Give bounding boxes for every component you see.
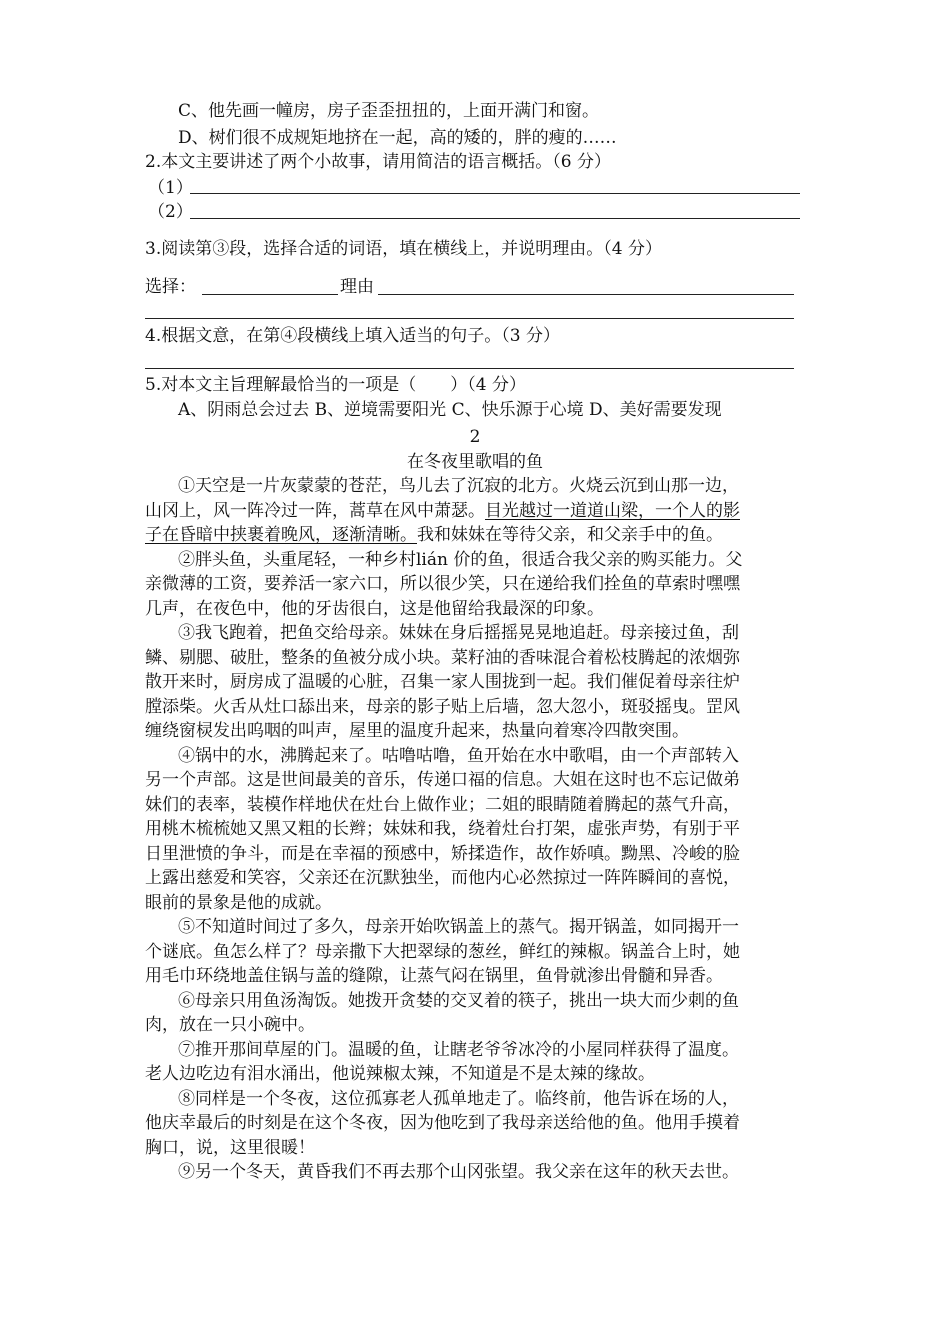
- p1-line-2-plain: 山冈上，风一阵冷过一阵，蒿草在风中萧瑟。: [145, 501, 485, 521]
- p2-line-2: 亲微薄的工资，要养活一家六口，所以很少笑，只在递给我们拴鱼的草索时嘿嘿: [145, 574, 740, 594]
- p4-line-5: 日里泄愤的争斗，而是在幸福的预感中，矫揉造作，故作娇嗔。黝黑、冷峻的脸: [145, 844, 740, 864]
- p4-line-4: 用桃木梳梳她又黑又粗的长辫；妹妹和我，绕着灶台打架，虚张声势，有别于平: [145, 819, 740, 839]
- q3-prompt: 3.阅读第③段，选择合适的词语，填在横线上，并说明理由。（4 分）: [145, 239, 662, 259]
- q3-choose-blank[interactable]: [202, 294, 338, 295]
- q2-blank1-label: （1）: [148, 178, 193, 198]
- p8-line-3: 胸口，说，这里很暖！: [145, 1138, 315, 1158]
- q2-prompt: 2.本文主要讲述了两个小故事，请用简洁的语言概括。（6 分）: [145, 152, 611, 172]
- p4-line-7: 眼前的景象是他的成就。: [145, 893, 332, 913]
- p6-line-2: 肉，放在一只小碗中。: [145, 1015, 315, 1035]
- p1-line-3-underlined: 子在昏暗中挟裹着晚风，逐渐清晰。: [145, 525, 417, 545]
- p4-line-1: ④锅中的水，沸腾起来了。咕噜咕噜，鱼开始在水中歌唱，由一个声部转入: [178, 746, 739, 766]
- p4-line-3: 妹们的表率，装模作样地伏在灶台上做作业；二姐的眼睛随着腾起的蒸气升高，: [145, 795, 740, 815]
- p9-line-1: ⑨另一个冬天，黄昏我们不再去那个山冈张望。我父亲在这年的秋天去世。: [178, 1162, 739, 1182]
- p5-line-3: 用毛巾环绕地盖住锅与盖的缝隙，让蒸气闷在锅里，鱼骨就渗出骨髓和异香。: [145, 966, 723, 986]
- p1-line-1: ①天空是一片灰蒙蒙的苍茫，鸟儿去了沉寂的北方。火烧云沉到山那一边，: [178, 476, 739, 496]
- passage-title: 在冬夜里歌唱的鱼: [407, 452, 543, 472]
- p3-line-3: 散开来时，厨房成了温暖的心脏，召集一家人围拢到一起。我们催促着母亲往炉: [145, 672, 740, 692]
- p6-line-1: ⑥母亲只用鱼汤淘饭。她拨开贪婪的交叉着的筷子，挑出一块大而少刺的鱼: [178, 991, 739, 1011]
- p3-line-4: 膛添柴。火舌从灶口舔出来，母亲的影子贴上后墙，忽大忽小，斑驳摇曳。罡风: [145, 697, 740, 717]
- p1-line-3-plain: 我和妹妹在等待父亲，和父亲手中的鱼。: [417, 525, 723, 545]
- p3-line-2: 鳞、剔腮、破肚，整条的鱼被分成小块。菜籽油的香味混合着松枝腾起的浓烟弥: [145, 648, 740, 668]
- p3-line-5: 缠绕窗棂发出呜咽的叫声，屋里的温度升起来，热量向着寒冷四散突围。: [145, 721, 689, 741]
- p4-line-6: 上露出慈爱和笑容，父亲还在沉默独坐，而他内心必然掠过一阵阵瞬间的喜悦，: [145, 868, 740, 888]
- q5-prompt: 5.对本文主旨理解最恰当的一项是（ ）（4 分）: [145, 375, 526, 395]
- p2-line-3: 几声，在夜色中，他的牙齿很白，这是他留给我最深的印象。: [145, 599, 604, 619]
- q3-reason-blank[interactable]: [378, 294, 794, 295]
- p8-line-2: 他庆幸最后的时刻是在这个冬夜，因为他吃到了我母亲送给他的鱼。他用手摸着: [145, 1113, 740, 1133]
- q4-prompt: 4.根据文意，在第④段横线上填入适当的句子。（3 分）: [145, 326, 560, 346]
- p1-line-2-underlined: 目光越过一道道山梁，一个人的影: [485, 501, 740, 521]
- passage-number: 2: [469, 427, 481, 447]
- p5-line-1: ⑤不知道时间过了多久，母亲开始吹锅盖上的蒸气。揭开锅盖，如同揭开一: [178, 917, 739, 937]
- p1-line-2: [145, 500, 740, 522]
- q2-answer-line-1[interactable]: [190, 193, 800, 194]
- p4-line-2: 另一个声部。这是世间最美的音乐，传递口福的信息。大姐在这时也不忘记做弟: [145, 770, 740, 790]
- p2-line-1: ②胖头鱼，头重尾轻，一种乡村lián 价的鱼，很适合我父亲的购买能力。父: [178, 550, 743, 570]
- q2-blank2-label: （2）: [148, 202, 193, 222]
- q3-reason-blank-2[interactable]: [145, 318, 794, 319]
- p8-line-1: ⑧同样是一个冬夜，这位孤寡老人孤单地走了。临终前，他告诉在场的人，: [178, 1089, 739, 1109]
- q3-reason-label: 理由: [340, 277, 374, 297]
- q4-answer-line[interactable]: [145, 368, 794, 369]
- q3-choose-label: 选择：: [145, 277, 196, 297]
- p5-line-2: 个谜底。鱼怎么样了？母亲撒下大把翠绿的葱丝，鲜红的辣椒。锅盖合上时，她: [145, 942, 740, 962]
- p3-line-1: ③我飞跑着，把鱼交给母亲。妹妹在身后摇摇晃晃地追赶。母亲接过鱼，刮: [178, 623, 739, 643]
- p7-line-1: ⑦推开那间草屋的门。温暖的鱼，让瞎老爷爷冰冷的小屋同样获得了温度。: [178, 1040, 739, 1060]
- p1-line-3: [145, 524, 723, 546]
- q2-answer-line-2[interactable]: [190, 218, 800, 219]
- q1-option-d: D、树们很不成规矩地挤在一起，高的矮的，胖的瘦的……: [178, 128, 617, 148]
- q5-options: A、阴雨总会过去 B、逆境需要阳光 C、快乐源于心境 D、美好需要发现: [178, 400, 722, 420]
- q1-option-c: C、他先画一幢房，房子歪歪扭扭的，上面开满门和窗。: [178, 101, 600, 121]
- p7-line-2: 老人边吃边有泪水涌出，他说辣椒太辣，不知道是不是太辣的缘故。: [145, 1064, 655, 1084]
